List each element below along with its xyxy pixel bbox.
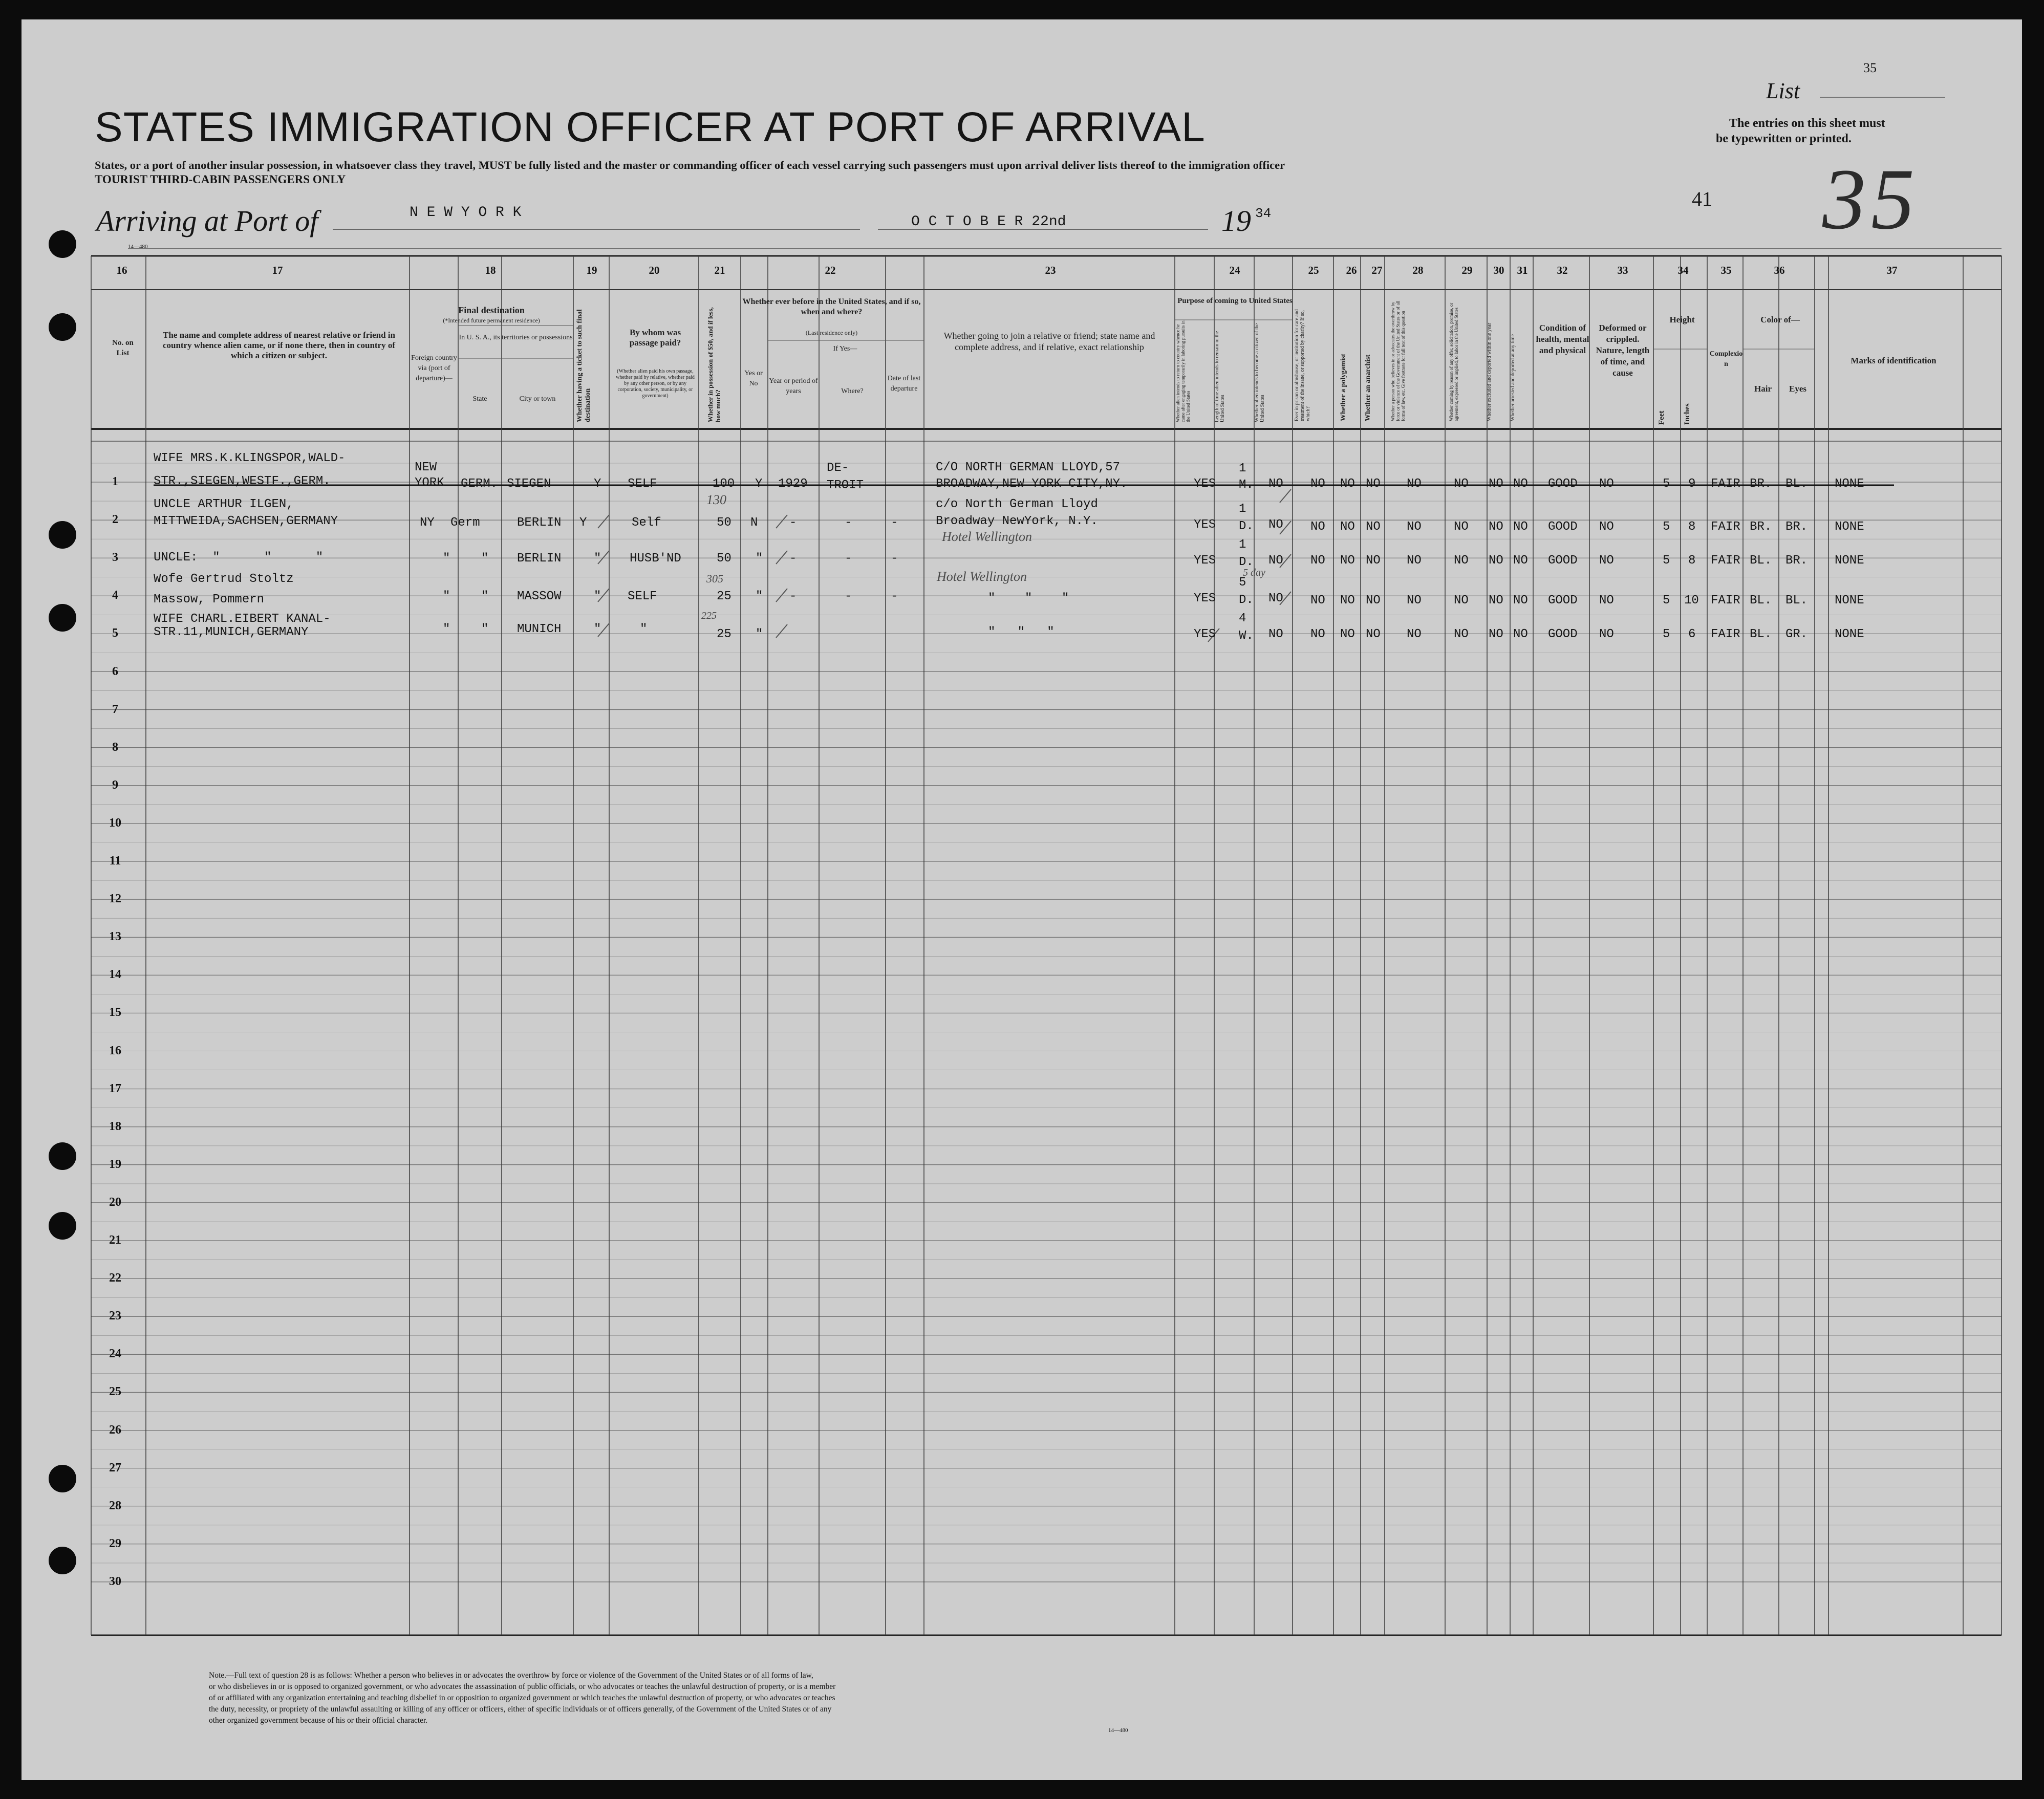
- page-title: STATES IMMIGRATION OFFICER AT PORT OF ARRIVAL: [95, 104, 1206, 150]
- date-value: O C T O B E R 22nd: [911, 214, 1066, 230]
- row1-hair: BR.: [1750, 477, 1772, 491]
- header-year-period: Year or period of years: [769, 377, 818, 395]
- footnote-line-5: other organized government because of his or their official character.: [209, 1716, 428, 1725]
- list-number: 35: [1863, 60, 1877, 75]
- row3-c26: NO: [1340, 554, 1355, 568]
- header-arrested: Whether arrested and deported at any time: [1510, 334, 1516, 421]
- row2-c27: NO: [1366, 520, 1381, 534]
- header-in-usa: In U. S. A., its territories or possessions: [459, 334, 573, 341]
- row1-length: 1 M.: [1239, 462, 1254, 492]
- row1-inches: 9: [1688, 477, 1696, 491]
- handwritten-money-row4: 225: [701, 610, 717, 621]
- check-mark: [776, 589, 787, 602]
- row2-eyes: BR.: [1785, 520, 1808, 534]
- col-num-20: 20: [649, 264, 660, 276]
- row3-feet: 5: [1663, 554, 1670, 568]
- handwritten-list-number: 35: [1822, 151, 1920, 247]
- row5-c31: NO: [1513, 627, 1528, 641]
- row3-where: -: [845, 552, 852, 566]
- row5-state: ": [481, 622, 489, 636]
- header-prison: Ever in prison or almshouse, or institution for care and treatment of the insane, or supported by charity? If so, which?: [1294, 309, 1311, 421]
- col-num-34: 34: [1677, 264, 1689, 276]
- row1-citizen: NO: [1268, 477, 1283, 491]
- row2-paid: Self: [632, 516, 661, 530]
- row4-c31: NO: [1513, 594, 1528, 608]
- header-foreign-country: Foreign country via (port of departure)—: [411, 354, 457, 382]
- row5-c28: NO: [1407, 627, 1422, 641]
- list-label: List: [1766, 78, 1800, 103]
- row3-deformed: NO: [1599, 554, 1614, 568]
- row2-relative-1: UNCLE ARTHUR ILGEN,: [154, 497, 294, 511]
- row1-ticket: Y: [594, 477, 601, 491]
- row3-paid: HUSB'ND: [630, 552, 681, 566]
- row4-hair: BL.: [1750, 594, 1772, 608]
- col-num-25: 25: [1308, 264, 1319, 276]
- row5-inches: 6: [1688, 627, 1696, 641]
- row3-city: BERLIN: [517, 552, 562, 566]
- row2-hair: BR.: [1750, 520, 1772, 534]
- row4-c27: NO: [1366, 594, 1381, 608]
- footnote-form-code: 14—480: [1108, 1727, 1128, 1733]
- row3-relative: UNCLE: " " ": [154, 551, 324, 565]
- row-number: 22: [109, 1271, 121, 1285]
- row2-marks: NONE: [1835, 520, 1864, 534]
- col-num-24: 24: [1229, 264, 1240, 276]
- row1-join-2: BROADWAY,NEW YORK CITY,NY.: [936, 477, 1128, 491]
- header-offer-labor: Whether coming by reason of any offer, solicitation, promise, or agreement, expressed or implied, to labor in the United States: [1449, 302, 1459, 421]
- row5-ticket: ": [594, 622, 601, 636]
- row1-year: 1929: [778, 477, 808, 491]
- row3-c28: NO: [1407, 554, 1422, 568]
- row1-deformed: NO: [1599, 477, 1614, 491]
- row5-foreign: ": [443, 622, 450, 636]
- col-num-37: 37: [1886, 264, 1898, 276]
- row4-money: 25: [717, 590, 731, 603]
- row1-c30: NO: [1489, 477, 1503, 491]
- check-mark: [776, 551, 787, 564]
- top-form-code: 14—480: [128, 244, 148, 250]
- header-eyes: Eyes: [1789, 384, 1806, 394]
- col-num-18: 18: [485, 264, 496, 276]
- header-if-yes: If Yes—: [833, 345, 857, 353]
- row5-relative-1: WIFE CHARL.EIBERT KANAL-: [154, 612, 331, 626]
- handwritten-hotel-row2: Hotel Wellington: [942, 529, 1032, 544]
- row2-c25: NO: [1310, 520, 1325, 534]
- header-join-relative: Whether going to join a relative or friend; state name and complete address, and if relative, exact relationship: [943, 331, 1155, 352]
- handwritten-money-row3: 305: [706, 572, 723, 585]
- row2-c31: NO: [1513, 520, 1528, 534]
- row1-purpose: YES: [1194, 477, 1216, 491]
- row-number: 9: [112, 778, 118, 792]
- col-num-35: 35: [1720, 264, 1732, 276]
- row4-relative-2: Massow, Pommern: [154, 593, 265, 606]
- header-city: City or town: [519, 395, 556, 403]
- header-polygamist: Whether a polygamist: [1340, 354, 1347, 421]
- row1-marks: NONE: [1835, 477, 1864, 491]
- row-number: 21: [109, 1233, 121, 1247]
- row5-marks: NONE: [1835, 627, 1864, 641]
- row4-c26: NO: [1340, 594, 1355, 608]
- row4-c29: NO: [1454, 594, 1469, 608]
- row2-feet: 5: [1663, 520, 1670, 534]
- row2-where: -: [845, 516, 852, 530]
- row4-deformed: NO: [1599, 594, 1614, 608]
- row4-health: GOOD: [1548, 594, 1578, 608]
- header-anarchist: Whether an anarchist: [1364, 354, 1372, 421]
- row1-relative-2: STR.,SIEGEN,WESTF.,GERM.: [154, 474, 331, 488]
- row5-citizen: NO: [1268, 627, 1283, 641]
- row4-foreign: ": [443, 590, 450, 603]
- col-num-19: 19: [586, 264, 597, 276]
- row1-join-1: C/O NORTH GERMAN LLOYD,57: [936, 461, 1121, 474]
- subtitle-line-1: States, or a port of another insular possession, in whatsoever class they travel, MUST be fully listed and the master or commanding officer of each vessel carrying such passengers must upon arrival deliver lists thereof to the immigration officer: [95, 159, 1285, 171]
- row3-year: -: [789, 552, 797, 566]
- row2-length: 1 D.: [1239, 502, 1254, 533]
- row-number: 14: [109, 968, 121, 982]
- header-by-whom: By whom was passage paid?: [629, 328, 681, 348]
- header-possession: Whether in possession of $50, and if less, how much?: [706, 307, 722, 422]
- row5-c26: NO: [1340, 627, 1355, 641]
- check-mark: [1280, 489, 1291, 503]
- row-number: 26: [109, 1423, 121, 1437]
- row4-c28: NO: [1407, 594, 1422, 608]
- row4-marks: NONE: [1835, 594, 1864, 608]
- row1-c28: NO: [1407, 477, 1422, 491]
- row4-purpose: YES: [1194, 592, 1216, 605]
- row2-join-1: c/o North German Lloyd: [936, 497, 1098, 511]
- header-relative: The name and complete address of nearest relative or friend in country whence alien came, or if none there, then in country of which a citizen or subject.: [162, 330, 396, 360]
- row1-c27: NO: [1366, 477, 1381, 491]
- header-purpose-c: Whether alien intends to become a citizen of the United States: [1254, 323, 1265, 422]
- row5-deformed: NO: [1599, 627, 1614, 641]
- handwritten-money-row1: 130: [706, 492, 726, 507]
- row2-c26: NO: [1340, 520, 1355, 534]
- row-number: 24: [109, 1347, 121, 1361]
- row2-citizen: NO: [1268, 518, 1283, 532]
- row-number: 27: [109, 1461, 121, 1475]
- row2-money: 50: [717, 516, 731, 530]
- header-ticket: Whether having a ticket to such final destination: [576, 309, 592, 422]
- row1-health: GOOD: [1548, 477, 1578, 491]
- row3-date: -: [891, 552, 898, 566]
- row5-eyes: GR.: [1785, 627, 1808, 641]
- row-number: 3: [112, 551, 118, 565]
- row-number: 30: [109, 1574, 121, 1588]
- row4-paid: SELF: [628, 590, 657, 603]
- check-mark: [776, 624, 787, 638]
- row3-money: 50: [717, 552, 731, 566]
- row2-foreign: NY: [420, 516, 435, 530]
- row5-c29: NO: [1454, 627, 1469, 641]
- row-number: 19: [109, 1157, 121, 1171]
- row4-ticket: ": [594, 590, 601, 603]
- header-inches: Inches: [1683, 403, 1691, 425]
- row-number: 5: [112, 626, 118, 640]
- header-ever-before: Whether ever before in the United States, and if so, when and where?: [742, 297, 921, 316]
- row4-where: -: [845, 590, 852, 603]
- row2-relative-2: MITTWEIDA,SACHSEN,GERMANY: [154, 514, 338, 528]
- row-number: 6: [112, 664, 118, 678]
- row3-marks: NONE: [1835, 554, 1864, 568]
- row1-money: 100: [713, 477, 735, 491]
- row2-city: BERLIN: [517, 516, 562, 530]
- col-num-29: 29: [1461, 264, 1473, 276]
- row3-foreign: ": [443, 552, 450, 566]
- header-purpose-a: Whether alien intends to return to country whence he came after engaging temporarily in laboring pursuits in the United States: [1175, 320, 1191, 422]
- footnote-line-1: Note.—Full text of question 28 is as follows: Whether a person who believes in or advocates the overthrow by force or violence of the Government of the United States or of all forms of law,: [209, 1671, 813, 1680]
- header-purpose: Purpose of coming to United States: [1177, 297, 1293, 305]
- row3-eyes: BR.: [1785, 554, 1808, 568]
- row2-state: Germ: [450, 516, 480, 530]
- col-num-22: 22: [825, 264, 836, 276]
- row-number: 13: [109, 930, 121, 944]
- row2-date: -: [891, 516, 898, 530]
- row-number: 17: [109, 1081, 121, 1095]
- header-q28: Whether a person who believes in or advocates the overthrow by force or violence of the Government of the United States or of all forms of law, etc. Give footnote for full text of this question: [1390, 300, 1406, 421]
- header-by-whom-sub: (Whether alien paid his own passage, whether paid by relative, whether paid by any other person, or by any corporation, society, municipality, or government): [616, 369, 695, 399]
- row3-c27: NO: [1366, 554, 1381, 568]
- col-num-16: 16: [116, 264, 127, 276]
- col-num-23: 23: [1045, 264, 1056, 276]
- header-feet: Feet: [1658, 410, 1666, 425]
- row2-deformed: NO: [1599, 520, 1614, 534]
- row3-c30: NO: [1489, 554, 1503, 568]
- row4-citizen: NO: [1268, 592, 1283, 605]
- row5-hair: BL.: [1750, 627, 1772, 641]
- row3-complexion: FAIR: [1711, 554, 1740, 568]
- footnote-line-3: of or affiliated with any organization entertaining and teaching disbelief in or opposition to organized government or which teaches the unlawful destruction of property, or who advocates or teaches: [209, 1694, 835, 1702]
- row5-c30: NO: [1489, 627, 1503, 641]
- row1-paid: SELF: [628, 477, 657, 491]
- header-hair: Hair: [1754, 384, 1772, 394]
- row4-c30: NO: [1489, 594, 1503, 608]
- row1-before: Y: [755, 477, 763, 491]
- header-final-destination: Final destination: [458, 305, 525, 315]
- row-number: 28: [109, 1499, 121, 1512]
- row-number: 4: [112, 589, 118, 602]
- row4-before: ": [756, 590, 763, 603]
- col-num-28: 28: [1412, 264, 1424, 276]
- row5-before: ": [756, 627, 763, 641]
- row3-ticket: ": [594, 552, 601, 566]
- entries-note-1: The entries on this sheet must: [1729, 117, 1885, 130]
- row-number: 11: [109, 854, 121, 868]
- row2-join-2: Broadway NewYork, N.Y.: [936, 514, 1098, 528]
- col-num-32: 32: [1557, 264, 1568, 276]
- row4-state: ": [481, 590, 489, 603]
- row3-state: ": [481, 552, 489, 566]
- header-where: Where?: [841, 387, 864, 395]
- row2-inches: 8: [1688, 520, 1696, 534]
- col-num-30: 30: [1493, 264, 1504, 276]
- arriving-label: Arriving at Port of: [96, 204, 318, 237]
- row2-year: -: [789, 516, 797, 530]
- row-number: 20: [109, 1195, 121, 1209]
- row-number: 7: [112, 702, 118, 716]
- row4-length: 5 D.: [1239, 576, 1254, 607]
- row2-health: GOOD: [1548, 520, 1578, 534]
- header-ever-before-sub: (Last residence only): [805, 329, 858, 336]
- header-state: State: [472, 395, 487, 403]
- row1-relative-1: WIFE MRS.K.KLINGSPOR,WALD-: [154, 451, 346, 465]
- row1-c29: NO: [1454, 477, 1469, 491]
- row5-c25: NO: [1310, 627, 1325, 641]
- row5-relative-2: STR.11,MUNICH,GERMANY: [154, 625, 309, 639]
- col-num-17: 17: [272, 264, 283, 276]
- row2-complexion: FAIR: [1711, 520, 1740, 534]
- row-number: 8: [112, 740, 118, 754]
- row-number: 29: [109, 1536, 121, 1550]
- row-number: 23: [109, 1309, 121, 1323]
- header-color-of: Color of—: [1760, 315, 1800, 324]
- row4-inches: 10: [1684, 594, 1699, 608]
- handwritten-days-row3: 5 day: [1243, 567, 1265, 578]
- row3-hair: BL.: [1750, 554, 1772, 568]
- footnote-line-2: or who disbelieves in or is opposed to organized government, or who advocates the assassination of public officials, or who advocates or teaches the unlawful destruction of property, or is a member: [209, 1682, 836, 1691]
- row2-ticket: Y: [579, 516, 587, 530]
- row1-state: GERM.: [461, 477, 498, 491]
- row1-c25: NO: [1310, 477, 1325, 491]
- col-num-31: 31: [1517, 264, 1528, 276]
- row-number: 1: [112, 475, 118, 488]
- row-number: 12: [109, 892, 121, 906]
- year-prefix: 19: [1221, 204, 1251, 237]
- row-number: 2: [112, 513, 118, 527]
- col-num-21: 21: [714, 264, 725, 276]
- row4-city: MASSOW: [517, 590, 562, 603]
- row-number: 25: [109, 1385, 121, 1399]
- row1-feet: 5: [1663, 477, 1670, 491]
- row3-c25: NO: [1310, 554, 1325, 568]
- row5-length: 4 W.: [1239, 612, 1254, 643]
- row5-purpose: YES: [1194, 627, 1216, 641]
- row1-foreign-2: YORK: [415, 476, 444, 490]
- header-purpose-b: Length of time alien intends to remain in the United States: [1214, 331, 1225, 422]
- row5-health: GOOD: [1548, 627, 1578, 641]
- row4-relative-1: Wofe Gertrud Stoltz: [154, 572, 294, 586]
- col-num-33: 33: [1617, 264, 1628, 276]
- row3-inches: 8: [1688, 554, 1696, 568]
- row2-c29: NO: [1454, 520, 1469, 534]
- col-num-26: 26: [1346, 264, 1357, 276]
- row2-purpose: YES: [1194, 518, 1216, 532]
- row1-c26: NO: [1340, 477, 1355, 491]
- row3-before: ": [756, 552, 763, 566]
- row5-money: 25: [717, 627, 731, 641]
- stamp-number: 41: [1692, 187, 1712, 210]
- row3-c29: NO: [1454, 554, 1469, 568]
- check-mark: [776, 515, 787, 528]
- row1-c31: NO: [1513, 477, 1528, 491]
- row3-purpose: YES: [1194, 554, 1216, 568]
- header-final-destination-sub: (*Intended future permanent residence): [443, 317, 540, 324]
- row5-paid: ": [640, 622, 648, 636]
- row4-date: -: [891, 590, 898, 603]
- row1-where: DE- TROIT: [827, 461, 864, 492]
- row2-c28: NO: [1407, 520, 1422, 534]
- row2-c30: NO: [1489, 520, 1503, 534]
- entries-note-2: be typewritten or printed.: [1716, 132, 1852, 145]
- row5-join: " " ": [988, 625, 1055, 639]
- row5-complexion: FAIR: [1711, 627, 1740, 641]
- row3-length: 1 D.: [1239, 538, 1254, 569]
- row-number: 15: [109, 1006, 121, 1020]
- row1-foreign-1: NEW: [415, 461, 437, 474]
- header-yes-no: Yes or No: [744, 370, 763, 387]
- year-suffix: 34: [1255, 206, 1272, 221]
- row4-year: -: [789, 590, 797, 603]
- header-deformed: Deformed or crippled. Nature, length of time, and cause: [1596, 323, 1650, 378]
- row-number: 18: [109, 1119, 121, 1133]
- row1-city: SIEGEN: [507, 477, 551, 491]
- row4-eyes: BL.: [1785, 594, 1808, 608]
- port-value: N E W Y O R K: [410, 205, 522, 221]
- col-num-36: 36: [1774, 264, 1785, 276]
- handwritten-hotel-row3: Hotel Wellington: [937, 569, 1027, 584]
- row5-city: MUNICH: [517, 622, 562, 636]
- row3-health: GOOD: [1548, 554, 1578, 568]
- row4-complexion: FAIR: [1711, 594, 1740, 608]
- row-number: 10: [109, 816, 121, 830]
- subtitle-line-2: TOURIST THIRD-CABIN PASSENGERS ONLY: [95, 173, 346, 186]
- row5-c27: NO: [1366, 627, 1381, 641]
- header-health: Condition of health, mental and physical: [1536, 323, 1589, 355]
- row2-before: N: [750, 516, 758, 530]
- row4-join: " " ": [988, 592, 1069, 605]
- header-complexion: Complexion: [1709, 350, 1743, 368]
- header-height: Height: [1669, 315, 1695, 324]
- row4-feet: 5: [1663, 594, 1670, 608]
- header-no-on-list: No. on List: [112, 339, 134, 357]
- header-date-departure: Date of last departure: [887, 375, 921, 393]
- row3-citizen: NO: [1268, 554, 1283, 568]
- row-number: 16: [109, 1044, 121, 1057]
- header-marks: Marks of identification: [1851, 356, 1937, 365]
- row1-complexion: FAIR: [1711, 477, 1740, 491]
- row3-c31: NO: [1513, 554, 1528, 568]
- header-excluded: Whether excluded and deported within one year: [1487, 322, 1492, 421]
- row4-c25: NO: [1310, 594, 1325, 608]
- row5-feet: 5: [1663, 627, 1670, 641]
- row1-eyes: BL.: [1785, 477, 1808, 491]
- footnote-line-4: the duty, necessity, or propriety of the unlawful assaulting or killing of any officer or officers, either of specific individuals or of officers generally, of the Government of the United States or of any: [209, 1705, 832, 1714]
- check-mark: [598, 515, 609, 528]
- col-num-27: 27: [1371, 264, 1383, 276]
